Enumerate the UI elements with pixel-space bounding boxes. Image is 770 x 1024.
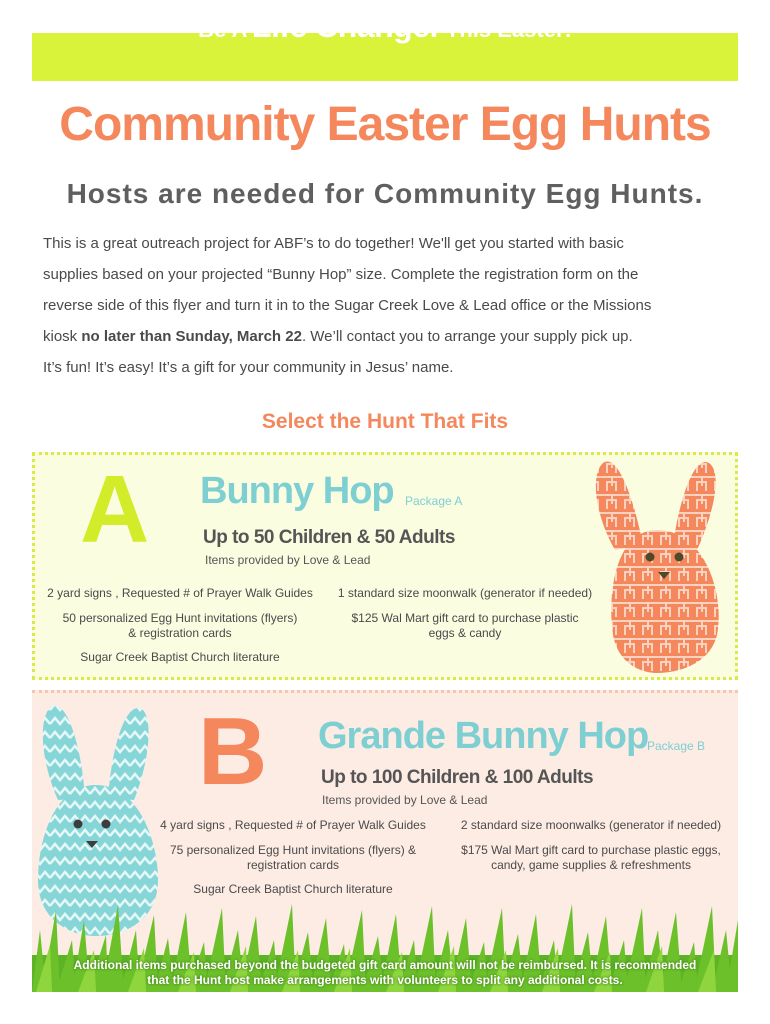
page-title: Community Easter Egg Hunts bbox=[59, 98, 711, 151]
package-b-item-signs: 4 yard signs , Requested # of Prayer Walk Guides bbox=[160, 818, 426, 832]
package-a-item-invites bbox=[40, 611, 320, 641]
left-ear bbox=[596, 462, 643, 550]
package-b-item-invites bbox=[150, 843, 436, 873]
banner-text bbox=[0, 8, 770, 45]
orange-bunny-illustration bbox=[585, 455, 730, 677]
package-b-gift-line: $175 Wal Mart gift card to purchase plastic eggs, bbox=[461, 843, 721, 857]
intro-deadline-post: . We’ll contact you to arrange your supply pick up. bbox=[301, 328, 633, 345]
package-a-invites-line: & registration cards bbox=[128, 626, 232, 640]
disclaimer-line: Additional items purchased beyond the budgeted gift card amount will not be reimbursed. It is recommended bbox=[73, 958, 697, 972]
intro-paragraph bbox=[43, 228, 733, 383]
banner-highlight: Life Changer bbox=[251, 8, 442, 44]
package-a-letter: A bbox=[80, 456, 150, 563]
disclaimer-line: that the Hunt host make arrangements with volunteers to split any additional costs. bbox=[147, 973, 623, 987]
package-a-title: Bunny Hop bbox=[200, 470, 394, 512]
package-a-tag: Package A bbox=[405, 494, 463, 508]
disclaimer bbox=[40, 958, 730, 988]
package-a-gift-line: $125 Wal Mart gift card to purchase plastic bbox=[351, 611, 579, 625]
package-b-invites-line: registration cards bbox=[246, 858, 340, 872]
package-b-item-literature: Sugar Creek Baptist Church literature bbox=[193, 882, 393, 896]
package-b-invites-line: 75 personalized Egg Hunt invitations (flyers) & bbox=[169, 843, 417, 857]
banner-pre: Be A bbox=[198, 17, 248, 42]
intro-line bbox=[43, 321, 733, 352]
package-a-provided-by: Items provided by Love & Lead bbox=[205, 553, 371, 567]
package-a-item-moonwalk: 1 standard size moonwalk (generator if needed) bbox=[337, 586, 593, 600]
package-b-tag: Package B bbox=[647, 739, 706, 753]
intro-line: This is a great outreach project for ABF’s to do together! We'll get you started with basic bbox=[43, 235, 624, 252]
package-b-gift-line: candy, game supplies & refreshments bbox=[491, 858, 691, 872]
package-b-item-moonwalk: 2 standard size moonwalks (generator if needed) bbox=[460, 818, 722, 832]
package-b-title: Grande Bunny Hop bbox=[318, 715, 649, 757]
package-a-invites-line: 50 personalized Egg Hunt invitations (flyers) bbox=[62, 611, 298, 625]
package-a-gift-line: eggs & candy bbox=[428, 626, 502, 640]
package-b-letter: B bbox=[198, 698, 268, 805]
banner-post: This Easter! bbox=[445, 17, 572, 42]
intro-line: It’s fun! It’s easy! It’s a gift for your community in Jesus’ name. bbox=[43, 359, 454, 376]
package-a-capacity: Up to 50 Children & 50 Adults bbox=[203, 527, 455, 548]
intro-deadline-pre: kiosk bbox=[43, 328, 82, 345]
page-subtitle: Hosts are needed for Community Egg Hunts. bbox=[66, 178, 704, 209]
package-a-item-literature: Sugar Creek Baptist Church literature bbox=[80, 650, 280, 664]
select-heading: Select the Hunt That Fits bbox=[261, 410, 509, 433]
intro-line: supplies based on your projected “Bunny Hop” size. Complete the registration form on the bbox=[43, 266, 639, 283]
package-b-capacity: Up to 100 Children & 100 Adults bbox=[321, 767, 594, 788]
package-a-item-signs: 2 yard signs , Requested # of Prayer Walk Guides bbox=[47, 586, 313, 600]
package-a-item-gift-card bbox=[320, 611, 610, 641]
package-b-item-gift-card bbox=[448, 843, 734, 873]
intro-deadline: no later than Sunday, March 22 bbox=[81, 328, 302, 345]
package-b-provided-by: Items provided by Love & Lead bbox=[322, 793, 488, 807]
intro-line: reverse side of this flyer and turn it in to the Sugar Creek Love & Lead office or the Missions bbox=[43, 297, 652, 314]
